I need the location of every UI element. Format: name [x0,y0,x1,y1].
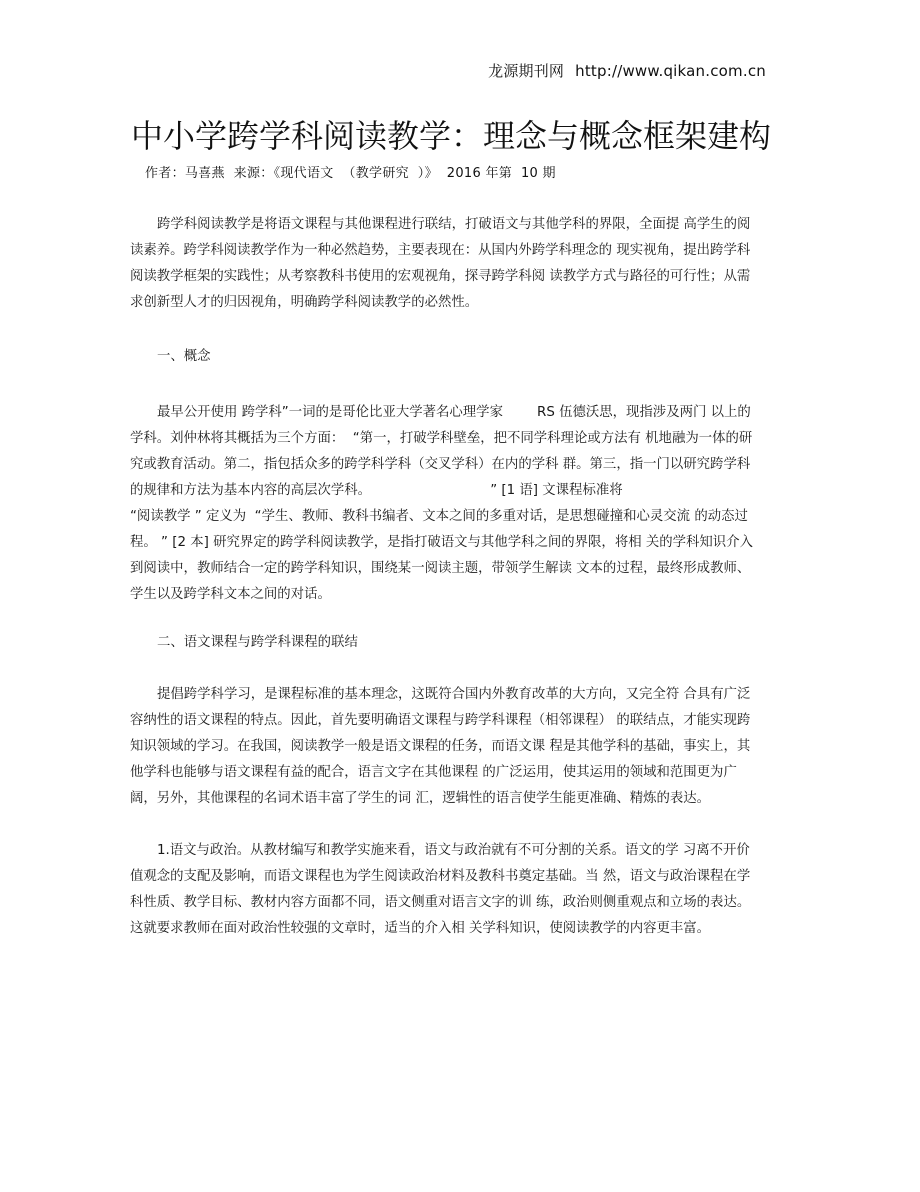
article-title [131,118,771,192]
site-header [488,60,766,81]
body-paragraph: 提倡跨学科学习，是课程标准的基本理念，这既符合国内外教育改革的大方向，又完全符 合具有广泛容纳性的语文课程的特点。因此，首先要明确语文课程与跨学科课程（相邻课程） 的联结点，才能实现跨知识领域的学习。在我国，阅读教学一般是语文课程的任务，而语文课 程是其他学科的基础，事实上，其他学科也能够与语文课程有益的配合，语言文字在其他课程 的广泛运用，使其运用的领域和范围更为广阔，另外，其他课程的名词术语丰富了学生的词 汇，逻辑性的语言使学生能更准确、精炼的表达。 [130,687,751,806]
article-body [130,212,762,942]
article-meta: 作者：马喜燕 来源：《现代语文 （教学研究 ）》 2016 年第 10 期 [145,166,556,181]
body-paragraph: 1.语文与政治。从教材编写和教学实施来看，语文与政治就有不可分割的关系。语文的学 习离不开价值观念的支配及影响，而语文课程也为学生阅读政治材料及教科书奠定基础。当 然，语文与政治课程在学科性质、教学目标、教材内容方面都不同，语文侧重对语言文字的训 练，政治则侧重观点和立场的表达。这就要求教师在面对政治性较强的文章时，适当的介入相 关学科知识，使阅读教学的内容更丰富。 [130,843,751,936]
site-name: 龙源期刊网 [488,62,565,80]
section-heading: 一、概念 [157,349,211,364]
section-heading: 二、语文课程与跨学科课程的联结 [157,635,358,650]
body-paragraph: 最早公开使用 跨学科”一词的是哥伦比亚大学著名心理学家 RS 伍德沃思，现指涉及两门 以上的学科。刘仲林将其概括为三个方面： “第一，打破学科壁垒，把不同学科理论或方法有 机地融为一体的研究或教育活动。第二，指包括众多的跨学科学科（交叉学科）在内的学科 群。第三，指一门以研究跨学科的规律和方法为基本内容的高层次学科。 ” [1 语] 文课程标准将 [130,405,753,498]
body-paragraph: “阅读教学 ” 定义为 “学生、教师、教科书编者、文本之间的多重对话，是思想碰撞和心灵交流 的动态过程。 ” [2 本] 研究界定的跨学科阅读教学，是指打破语文与其他学科之间的界限，将相 关的学科知识介入到阅读中，教师结合一定的跨学科知识，围绕某一阅读主题，带领学生解读 文本的过程，最终形成教师、学生以及跨学科文本之间的对话。 [130,509,753,602]
site-url[interactable]: http://www.qikan.com.cn [575,62,766,80]
article-title-block [131,118,771,192]
abstract-paragraph: 跨学科阅读教学是将语文课程与其他课程进行联结，打破语文与其他学科的界限，全面提 高学生的阅读素养。跨学科阅读教学作为一种必然趋势，主要表现在：从国内外跨学科理念的 现实视角，提出跨学科阅读教学框架的实践性；从考察教科书使用的宏观视角，探寻跨学科阅 读教学方式与路径的可行性；从需求创新型人才的归因视角，明确跨学科阅读教学的必然性。 [130,217,751,310]
article-title-text: 中小学跨学科阅读教学：理念与概念框架建构 [131,117,772,155]
